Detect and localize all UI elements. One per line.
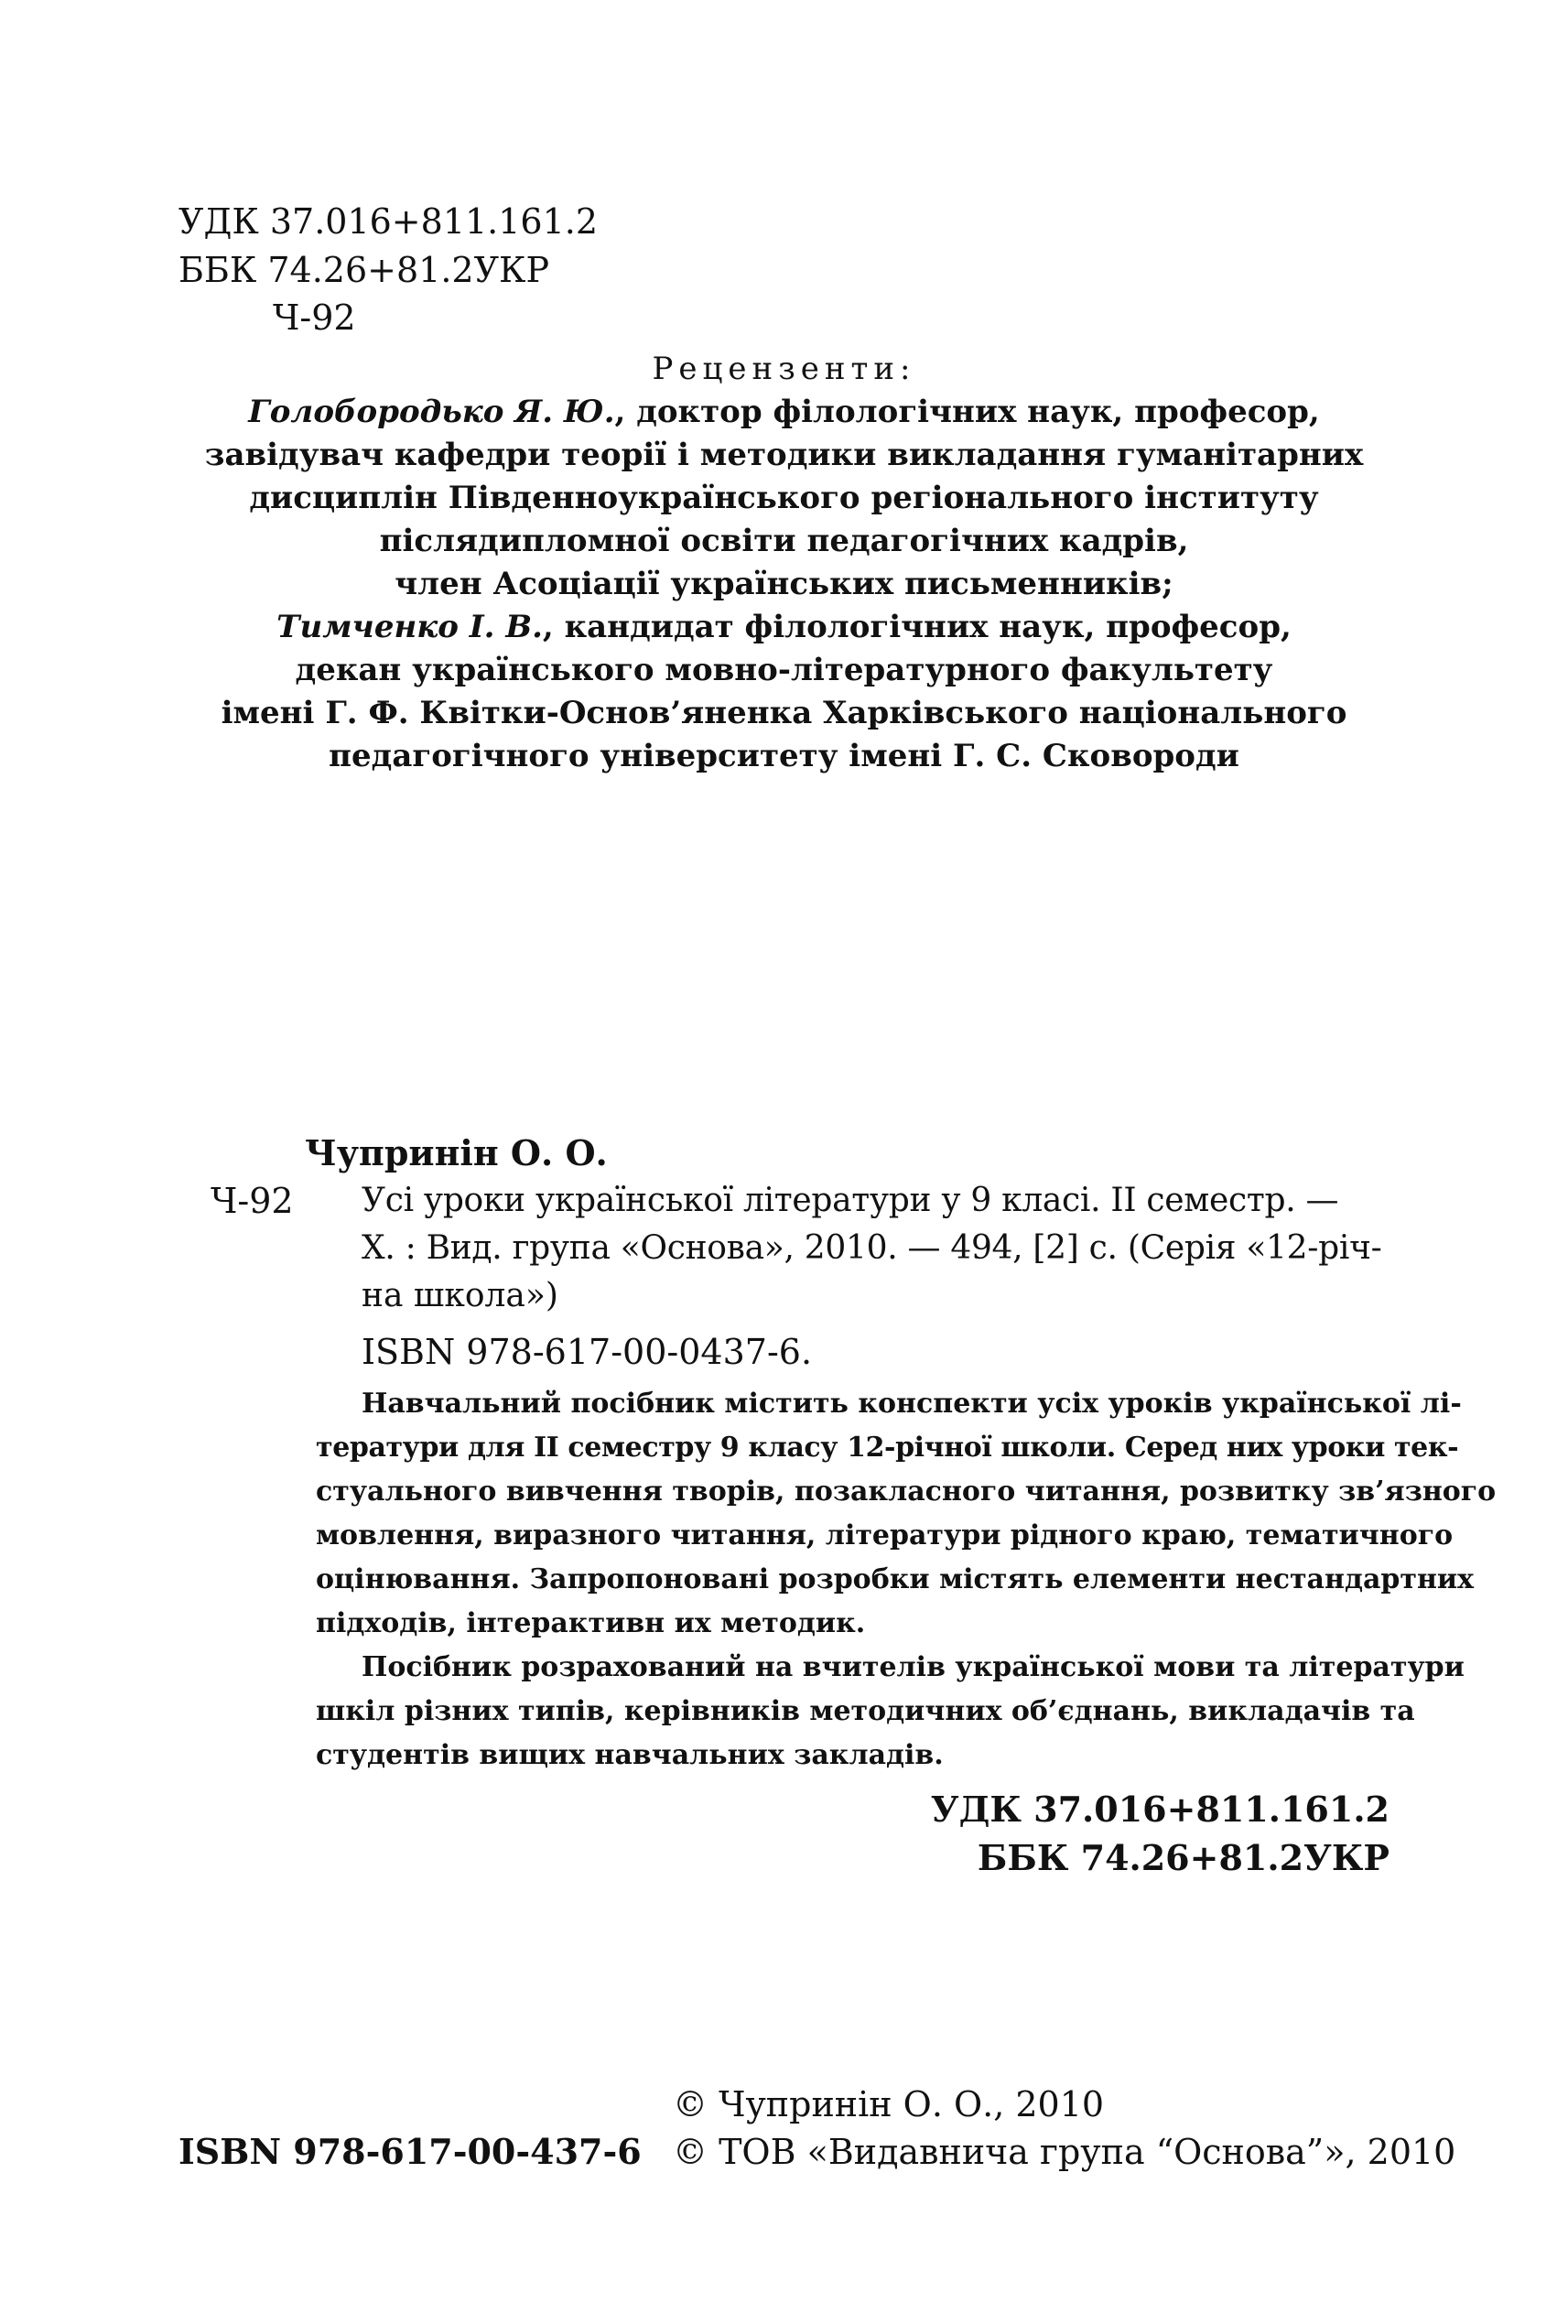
catalog-mark: Ч-92 [211,1181,294,1221]
reviewers-heading: Рецензенти: [652,351,916,387]
annotation-line: Навчальний посібник містить конспекти усіх уроків української лі- [362,1388,1462,1420]
catalog-title-line-3: на школа») [362,1277,558,1314]
reviewer-2-degree: , кандидат філологічних наук, професор, [542,609,1292,645]
reviewer-1-degree: , доктор філологічних наук, професор, [614,394,1320,430]
reviewer-2-line-3: імені Г. Ф. Квітки-Основ’яненка Харківського національного [221,695,1347,731]
reviewer-1-line-2: завідувач кафедри теорії і методики викладання гуманітарних [204,437,1364,473]
reviewer-1-line-4: післядипломної освіти педагогічних кадрів, [379,523,1189,559]
author-mark-top: Ч-92 [273,297,356,338]
catalog-title-line-1: Усі уроки української літератури у 9 класі. ІІ семестр. — [362,1182,1339,1219]
reviewer-1-line-5: член Асоціації українських письменників; [395,566,1173,602]
reviewer-2-line-4: педагогічного університету імені Г. С. Сковороди [329,738,1239,774]
annotation-line: мовлення, виразного читання, літератури рідного краю, тематичного [316,1519,1454,1551]
reviewer-1-name: Голобородько Я. Ю. [248,394,615,430]
reviewer-2-name: Тимченко І. В. [276,609,543,645]
annotation-line: стуального вивчення творів, позакласного читання, розвитку зв’язного [316,1475,1497,1508]
annotation-line: оцінювання. Запропоновані розробки містять елементи нестандартних [316,1563,1475,1595]
reviewer-1-line-3: дисциплін Південноукраїнського регіонального інституту [249,480,1319,516]
reviewer-1-line-1 [0,391,1568,434]
copyright-author: © Чупринін О. О., 2010 [673,2084,1105,2124]
annotation-line: шкіл різних типів, керівників методичних об’єднань, викладачів та [316,1695,1415,1727]
bottom-isbn: ISBN 978-617-00-437-6 [178,2131,642,2172]
bbk-code-top: ББК 74.26+81.2УКР [178,250,550,290]
annotation-line: підходів, інтерактивн их методик. [316,1607,866,1639]
catalog-isbn: ISBN 978-617-00-0437-6. [362,1332,813,1372]
catalog-title-line-2: Х. : Вид. група «Основа», 2010. — 494, [2] с. (Серія «12-річ- [362,1229,1382,1267]
copyright-publisher: © ТОВ «Видавнича група “Основа”», 2010 [673,2132,1456,2172]
annotation-line: студентів вищих навчальних закладів. [316,1739,944,1771]
reviewer-2-line-1 [0,606,1568,649]
catalog-author: Чупринін О. О. [305,1132,608,1173]
bbk-code-bottom: ББК 74.26+81.2УКР [977,1837,1390,1878]
annotation-line: тератури для ІІ семестру 9 класу 12-річної школи. Серед них уроки тек- [316,1432,1459,1464]
reviewer-2-line-2: декан українського мовно-літературного факультету [295,652,1273,688]
annotation-line: Посібник розрахований на вчителів української мови та літератури [362,1651,1465,1683]
udk-code-top: УДК 37.016+811.161.2 [178,201,599,242]
udk-code-bottom: УДК 37.016+811.161.2 [930,1789,1390,1830]
